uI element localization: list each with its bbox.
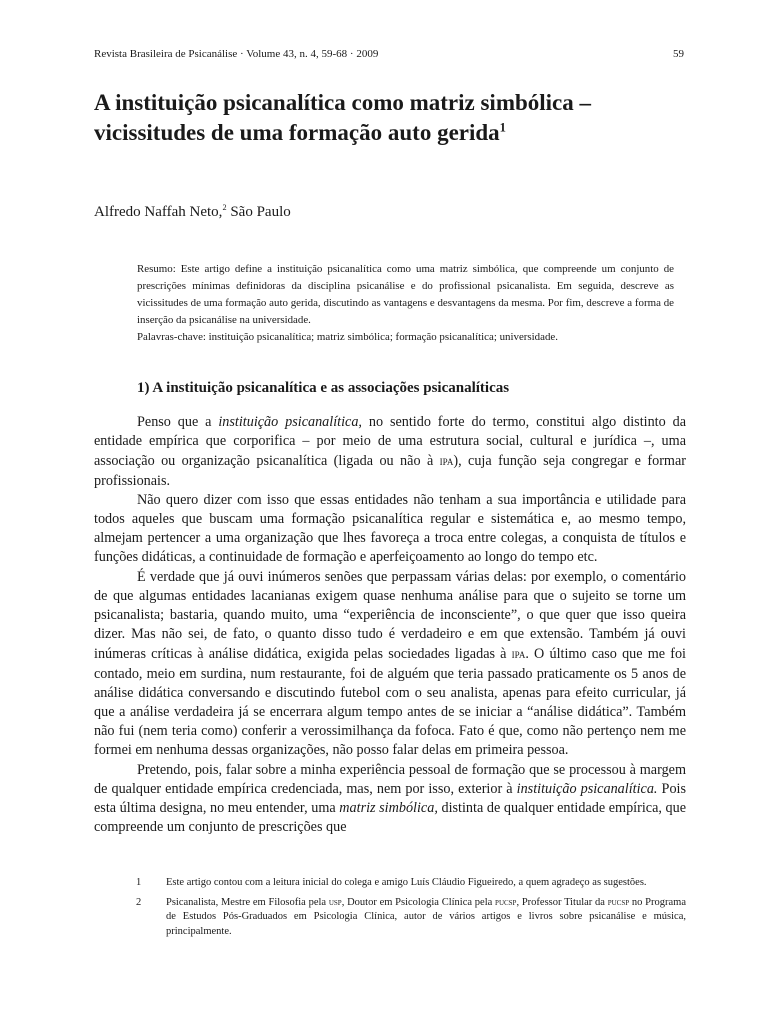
paragraph-1	[94, 413, 686, 491]
paragraph-2: Não quero dizer com isso que essas entidades não tenham a sua importância e utilidade para todos aqueles que buscam uma formação psicanalítica regular e sistemática e, ao mesmo tempo, almejam pertencer a uma organização que lhes favoreça a troca entre colegas, a conquista de títulos e funções didáticas, a continuidade de formação e aperfeiçoamento ao longo do tempo etc.	[94, 491, 686, 566]
p4-text-c: Pois esta última designa, no meu entender, uma	[94, 780, 686, 817]
author-location: São Paulo	[230, 204, 291, 220]
p3-text-c: . O último caso que me foi contado, meio em surdina, num restaurante, foi de alguém que teria passado praticamente os 5 anos de análise didática conversando e discutindo futebol com o seu analista, apenas para efeito curricular, já que a análise verdadeira já se encerrara algum tempo antes de se iniciar a “análise didática”. Também não fui (nem teria como) conferir a verossimilhança da fofoca. Fato é que, como não pertenço nem me formei em nenhuma dessas organizações, não posso falar delas em primeira pessoa.	[94, 646, 686, 759]
body-text	[94, 413, 686, 837]
fn2-t3: , Doutor em Psicologia Clínica pela	[341, 896, 496, 908]
p1-ipa: ipa	[439, 453, 454, 469]
paragraph-4	[94, 761, 686, 838]
p1-italic-term: instituição psicanalítica,	[218, 414, 362, 430]
journal-citation: Revista Brasileira de Psicanálise · Volume 43, n. 4, 59-68 · 2009	[94, 48, 379, 60]
footnote-text: Este artigo contou com a leitura inicial do colega e amigo Luís Cláudio Figueiredo, a quem agradeço as sugestões.	[166, 877, 647, 888]
p1-text-e: ), cuja função seja congregar e formar profissionais.	[94, 453, 686, 489]
title-line-1: A instituição psicanalítica como matriz simbólica –	[94, 90, 592, 115]
abstract-resumo: Resumo: Este artigo define a instituição psicanalítica como uma matriz simbólica, que compreende um conjunto de prescrições mínimas definidoras da disciplina psicanálise e do profissional psicanalista. Em seguida, descreve as vicissitudes de uma formação auto gerida, discutindo as vantagens e desvantagens da mesma. Por fim, descreve a forma de inserção da psicanálise na universidade.	[137, 263, 674, 326]
section-heading: 1) A instituição psicanalítica e as associações psicanalíticas	[137, 380, 510, 396]
fn2-t5: , Professor Titular da	[516, 896, 608, 908]
footnote-text	[166, 896, 686, 940]
p3-text-a: É verdade que já ouvi inúmeros senões que perpassam várias delas: por exemplo, o comentário de que algumas entidades lacanianas exigem quase nenhuma análise para que o sujeito se torne um psicanalista; bastaria, quando muito, uma “experiência de inconsciente”, o que quer que isso queira dizer. Mas não sei, de fato, o quanto disso tudo é verdadeiro e em que extensão. Também já ouvi inúmeras críticas à análise didática, exigida pelas sociedades ligadas à	[94, 568, 686, 663]
footnote-number: 2	[136, 896, 142, 908]
p4-italic-term-1: instituição psicanalítica.	[516, 780, 658, 797]
p4-text-e: distinta de qualquer entidade empírica, que compreende um conjunto de prescrições que	[94, 800, 687, 836]
footnotes	[94, 876, 686, 944]
author-line	[94, 204, 291, 221]
p4-italic-term-2: matriz simbólica,	[339, 800, 438, 817]
p1-text-a: Penso que a	[137, 414, 219, 430]
p1-text-c: no sentido forte do termo, constitui algo distinto da entidade empírica que corporifica – por meio de uma estrutura social, cultural e jurídica –, uma associação ou organização psicanalítica (ligada ou não à	[94, 414, 686, 470]
paragraph-3	[94, 568, 686, 761]
p4-text-a: Pretendo, pois, falar sobre a minha experiência pessoal de formação que se processou à margem de qualquer entidade empírica credenciada, mas, nem por isso, exterior à	[94, 761, 686, 797]
article-title	[94, 88, 694, 148]
footnote-1	[94, 876, 686, 891]
running-header	[94, 48, 684, 60]
author-name: Alfredo Naffah Neto,	[94, 204, 223, 220]
fn2-t7: no Programa de Estudos Pós-Graduados em Psicologia Clínica, autor de vários artigos e livros sobre psicanálise e música, principalmente.	[166, 896, 686, 937]
fn2-t1: Psicanalista, Mestre em Filosofia pela	[166, 896, 329, 908]
author-footnote-mark: 2	[222, 203, 227, 212]
fn2-pucsp-2: pucsp	[607, 896, 630, 908]
abstract	[137, 261, 674, 346]
page-number: 59	[673, 48, 684, 60]
footnote-2	[94, 896, 686, 940]
p3-ipa: ipa	[511, 646, 526, 662]
title-footnote-mark: 1	[499, 120, 506, 135]
footnote-number: 1	[136, 877, 142, 888]
fn2-pucsp-1: pucsp	[495, 896, 517, 908]
title-line-2: vicissitudes de uma formação auto gerida	[94, 120, 500, 145]
fn2-usp: usp	[328, 896, 342, 908]
abstract-keywords: Palavras-chave: instituição psicanalítica; matriz simbólica; formação psicanalítica; universidade.	[137, 331, 558, 343]
